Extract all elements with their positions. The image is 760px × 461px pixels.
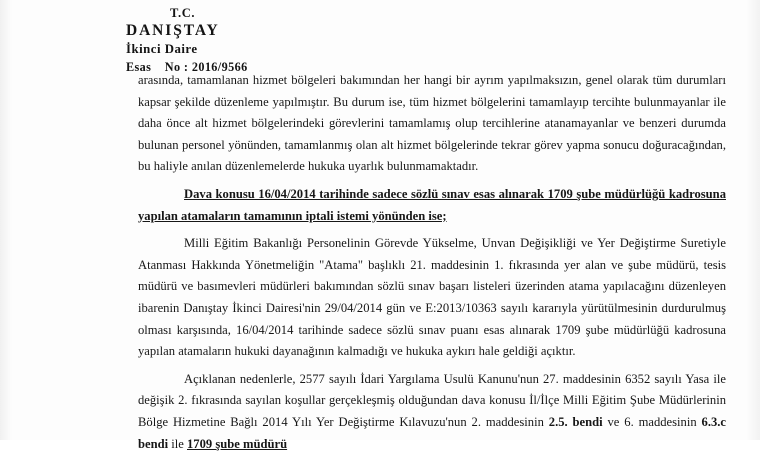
paragraph-4-run-4: 6.3.c bendi (138, 414, 726, 451)
paragraph-4-run-3: ve 6. maddesinin (602, 414, 702, 429)
paragraph-1-text: arasında, tamamlanan hizmet bölgeleri bakımından her hangi bir ayrım yapılmaksızın, genel olarak tüm durumları kapsar şekilde düzenleme yapılmıştır. Bu durum ise, tüm hizmet bölgelerini tamamlayıp tercihte bulunmayanlar ile daha önce alt hizmet bölgelerindeki görevlerini tamamlamış olup tercihlerine atanamayanlar ve benzeri durumda bulunan personel yönünden, tamamlanmış olan alt hizmet bölgelerinde tekrar görev yapma sonucu doğuracağından, bu haliyle anılan düzenlemelerde hukuka uyarlık bulunmamaktadır. (138, 73, 726, 174)
paragraph-4 (138, 369, 726, 455)
republic-label: T.C. (170, 6, 196, 20)
case-no-label: No (164, 60, 181, 75)
court-name: DANIŞTAY (126, 21, 220, 39)
chamber-name: İkinci Daire (126, 42, 198, 57)
paragraph-2 (138, 184, 726, 227)
paragraph-4-run-1: Açıklanan nedenlerle, 2577 sayılı İdari Yargılama Usulü Kanunu'nun 27. maddesinin 6352 sayılı Yasa ile değişik 2. fıkrasında sayılan koşullar gerçekleşmiş olduğundan dava konusu İl/İlçe Milli Eğitim Şube Müdürlerinin Bölge Hizmetine Bağlı 2014 Yılı Yer Değiştirme Kılavuzu'nun 2. maddesinin (138, 371, 726, 429)
paragraph-4-run-5: ile (168, 436, 187, 451)
document-body (138, 70, 726, 461)
paragraph-3 (138, 233, 726, 363)
paragraph-2-text: Dava konusu 16/04/2014 tarihinde sadece sözlü sınav esas alınarak 1709 şube müdürlüğü kadrosuna yapılan atamaların tamamının iptali istemi yönünden ise; (138, 186, 726, 223)
case-no-value: : 2016/9566 (183, 60, 248, 75)
paragraph-3-text: Milli Eğitim Bakanlığı Personelinin Görevde Yükselme, Unvan Değişikliği ve Yer Değiştirme Suretiyle Atanması Hakkında Yönetmeliğin "Atama" başlıklı 21. maddesinin 1. fıkrasında yer alan ve şube müdürü, tesis müdürü ve basımevleri müdürleri bakımından sözlü sınav başarı listeleri üzerinden atama yapılacağını düzenleyen ibarenin Danıştay İkinci Dairesi'nin 29/04/2014 gün ve E:2013/10363 sayılı kararıyla yürütülmesinin durdurulmuş olması karşısında, 16/04/2014 tarihinde sadece sözlü sınav puanı esas alınarak 1709 şube müdürlüğü kadrosuna yapılan atamaların hukuki dayanağının kalmadığı ve hukuka aykırı hale geldiği açıktır. (138, 236, 726, 359)
paragraph-4-run-6: 1709 şube müdürü (187, 436, 288, 451)
document-header (126, 6, 248, 75)
paragraph-1 (138, 70, 726, 178)
case-label: Esas (126, 60, 152, 75)
paragraph-4-run-2: 2.5. bendi (548, 414, 603, 429)
